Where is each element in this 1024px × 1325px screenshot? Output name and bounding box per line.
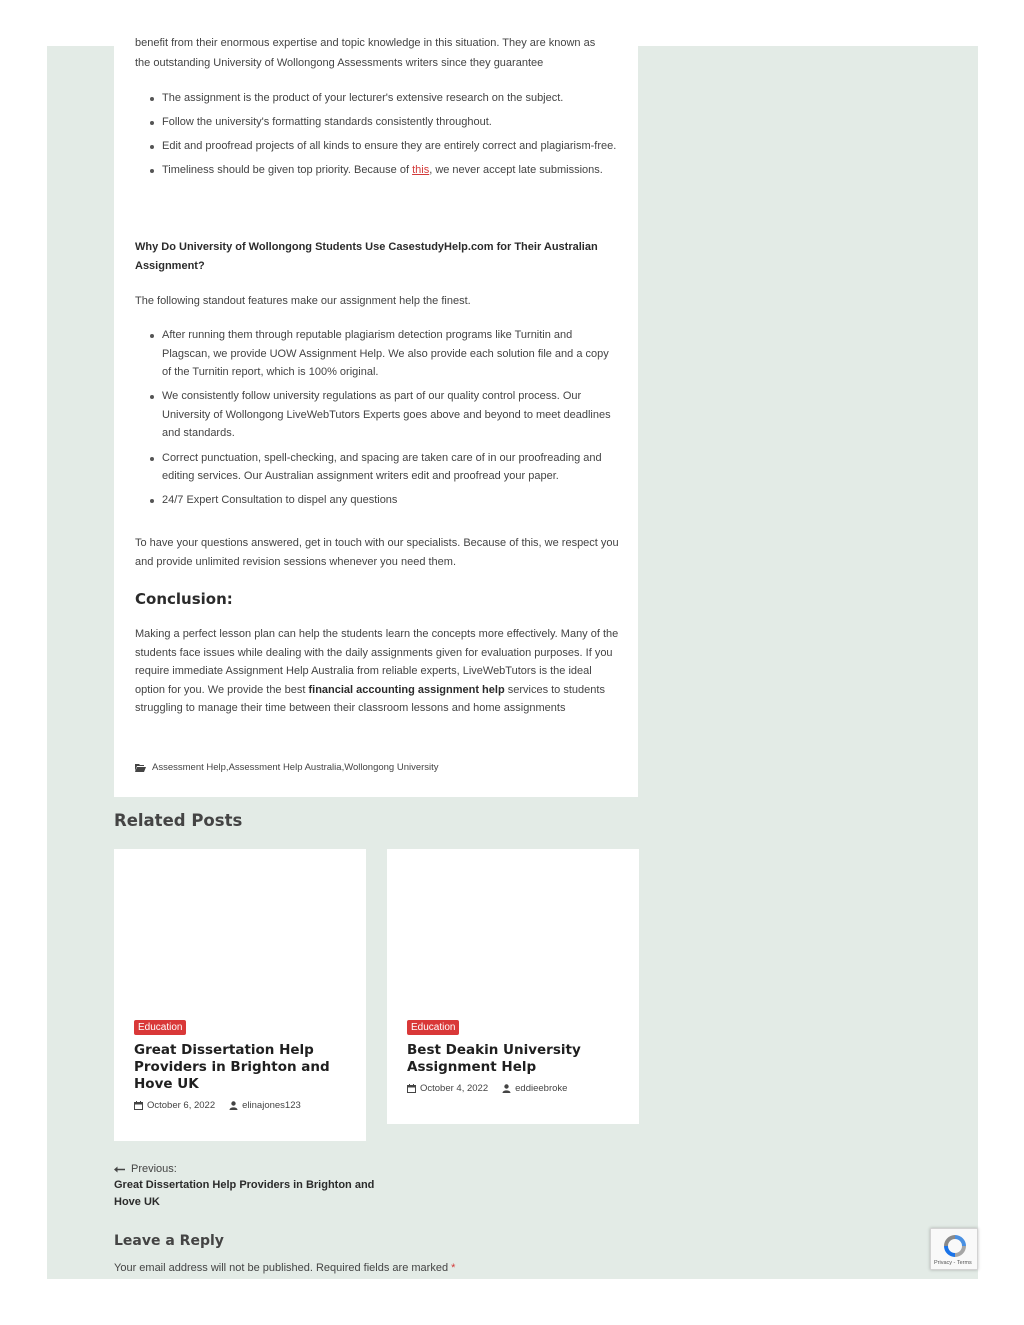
post-meta: [407, 1083, 567, 1094]
calendar-icon: [134, 1101, 143, 1110]
category-badge[interactable]: Education: [134, 1020, 186, 1035]
post-date[interactable]: October 4, 2022: [420, 1083, 489, 1094]
arrow-left-icon: [114, 1166, 125, 1173]
reply-note-text: Your email address will not be published. Required fields are marked: [114, 1262, 452, 1274]
calendar-icon: [407, 1084, 416, 1093]
recaptcha-badge[interactable]: [930, 1228, 978, 1270]
list-text: , we never accept late submissions.: [429, 164, 603, 177]
guarantee-list: [162, 89, 620, 185]
user-icon: [229, 1101, 238, 1110]
post-title[interactable]: Best Deakin University Assignment Help: [407, 1042, 581, 1075]
list-item: 24/7 Expert Consultation to dispel any questions: [162, 491, 620, 510]
conclusion-text: Making a perfect lesson plan can help the students learn the concepts more effectively. Many of the students face issues while dealing with the daily assignments given for evaluation purposes. If you require immediate Assignment Help Australia from reliable experts, LiveWebTutors is the ideal option for you. We provide the best: [135, 628, 619, 696]
list-text: Timeliness should be given top priority. Because of: [162, 164, 413, 177]
previous-label: Previous:: [131, 1163, 177, 1175]
required-mark: *: [451, 1262, 456, 1274]
article-cut-line: benefit from their enormous expertise and topic knowledge in this situation. They are known as: [135, 37, 596, 49]
post-author[interactable]: eddieebroke: [515, 1083, 568, 1094]
related-post-card[interactable]: [387, 849, 639, 1124]
article-paragraph: the outstanding University of Wollongong Assessments writers since they guarantee: [135, 57, 544, 69]
related-posts-title: Related Posts: [114, 811, 243, 830]
folder-open-icon: [135, 764, 146, 772]
list-item: Correct punctuation, spell-checking, and spacing are taken care of in our proofreading and editing services. Our Australian assignment writers edit and proofread your paper.: [162, 449, 620, 486]
category-link[interactable]: Assessment Help Australia: [228, 762, 342, 773]
previous-post-link[interactable]: [114, 1163, 384, 1210]
features-list: [162, 326, 620, 515]
previous-post-title[interactable]: Great Dissertation Help Providers in Brighton and Hove UK: [114, 1179, 375, 1208]
leave-reply-title: Leave a Reply: [114, 1233, 224, 1249]
list-item: After running them through reputable plagiarism detection programs like Turnitin and Plagscan, we provide UOW Assignment Help. We also provide each solution file and a copy of the Turnitin report, which is 100% original.: [162, 326, 620, 382]
related-post-card[interactable]: [114, 849, 366, 1141]
list-item: Edit and proofread projects of all kinds to ensure they are entirely correct and plagiarism-free.: [162, 137, 620, 156]
recaptcha-text[interactable]: Privacy - Terms: [934, 1260, 972, 1266]
inline-link[interactable]: this: [412, 164, 430, 177]
post-date[interactable]: October 6, 2022: [147, 1100, 216, 1111]
previous-label-row: [114, 1163, 384, 1175]
conclusion-text: services to students struggling to manage their time between their classroom lessons and home assignments: [135, 683, 605, 715]
recaptcha-icon: [941, 1233, 969, 1259]
article-paragraph: To have your questions answered, get in touch with our specialists. Because of this, we respect you and provide unlimited revision sessions whenever you need them.: [135, 537, 619, 568]
user-icon: [502, 1084, 511, 1093]
category-link[interactable]: Assessment Help: [152, 762, 226, 773]
list-item: Follow the university's formatting standards consistently throughout.: [162, 113, 620, 132]
category-badge[interactable]: Education: [407, 1020, 459, 1035]
list-item: The assignment is the product of your lecturer's extensive research on the subject.: [162, 89, 620, 108]
article-paragraph: The following standout features make our assignment help the finest.: [135, 295, 471, 307]
section-heading: Why Do University of Wollongong Students Use CasestudyHelp.com for Their Australian Assignment?: [135, 241, 598, 272]
list-item: We consistently follow university regulations as part of our quality control process. Our University of Wollongong LiveWebTutors Experts goes above and beyond to meet deadlines and standards.: [162, 387, 620, 443]
category-separator: ,: [341, 762, 345, 773]
conclusion-heading: Conclusion:: [135, 590, 233, 608]
reply-note: [114, 1262, 455, 1274]
post-categories: [135, 762, 439, 773]
page-frame: [47, 37, 978, 1279]
conclusion-bold-link[interactable]: financial accounting assignment help: [308, 683, 505, 696]
list-item: [162, 161, 620, 180]
post-title[interactable]: Great Dissertation Help Providers in Brighton and Hove UK: [134, 1042, 330, 1092]
category-link[interactable]: Wollongong University: [344, 762, 439, 773]
article-content: [114, 37, 638, 797]
conclusion-paragraph: [135, 625, 621, 718]
post-meta: [134, 1100, 301, 1111]
post-author[interactable]: elinajones123: [242, 1100, 301, 1111]
category-separator: ,: [225, 762, 229, 773]
